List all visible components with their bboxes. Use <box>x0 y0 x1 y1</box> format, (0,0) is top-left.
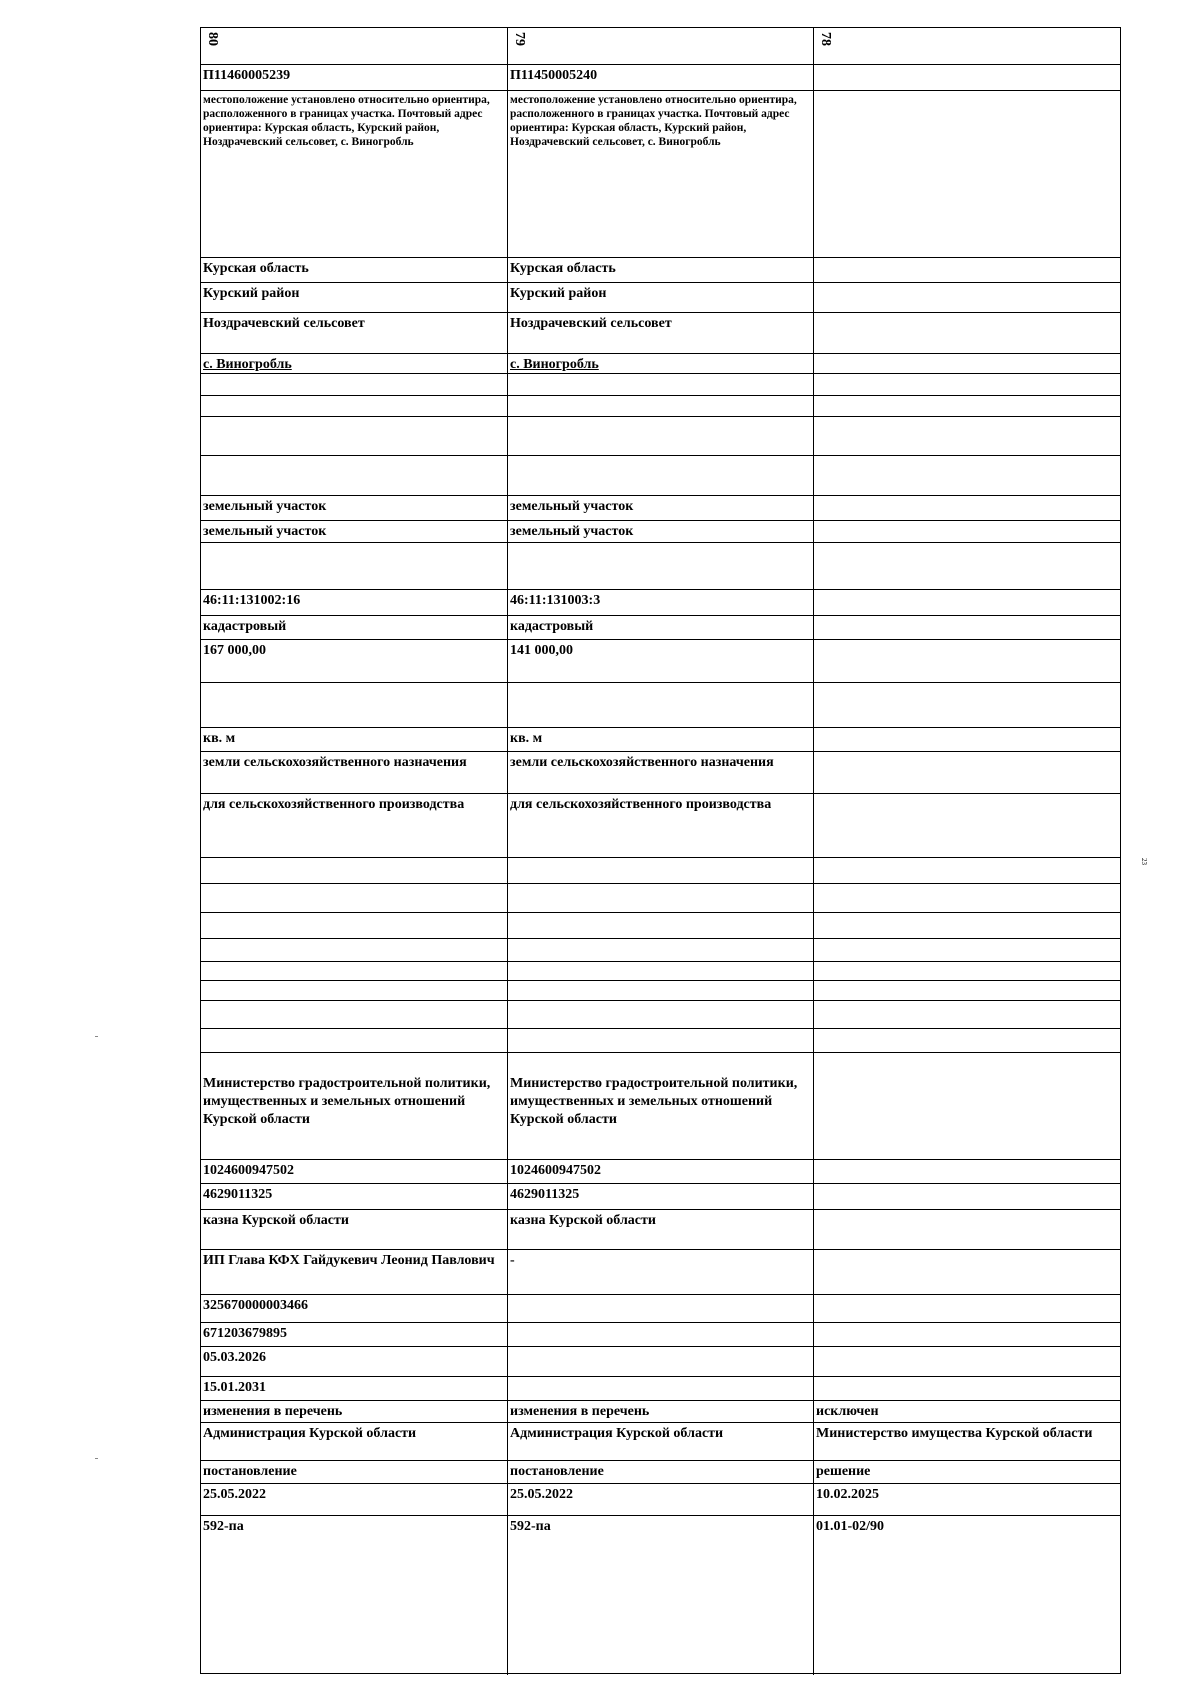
scan-mark <box>95 1458 98 1459</box>
action-value: изменения в перечень <box>203 1404 343 1419</box>
registry-id-value: П11460005239 <box>203 68 291 83</box>
land-category-value: земли сельскохозяйственного назначения <box>510 755 774 770</box>
table-row <box>201 543 1120 590</box>
owner-value: Министерство градостроительной политики, имущественных и земельных отношений Курской области <box>203 1076 491 1127</box>
table-cell <box>507 283 813 312</box>
table-cell <box>813 1053 1120 1159</box>
table-row <box>201 1001 1120 1029</box>
table-cell <box>201 752 507 793</box>
table-cell <box>507 683 813 727</box>
table-cell <box>813 65 1120 90</box>
table-row <box>201 981 1120 1001</box>
table-cell <box>201 1484 507 1515</box>
table-cell <box>507 1423 813 1460</box>
object-name-value: земельный участок <box>510 524 634 539</box>
table-cell <box>813 590 1120 615</box>
table-cell <box>813 640 1120 682</box>
table-cell <box>201 543 507 589</box>
table-cell <box>201 396 507 416</box>
table-cell <box>813 521 1120 542</box>
property-form-value: казна Курской области <box>203 1213 349 1228</box>
land-category-value: земли сельскохозяйственного назначения <box>203 755 467 770</box>
table-row <box>201 913 1120 939</box>
table-cell <box>813 683 1120 727</box>
table-cell <box>813 1295 1120 1322</box>
table-cell <box>507 913 813 938</box>
table-cell <box>507 728 813 751</box>
table-cell <box>813 374 1120 395</box>
table-cell <box>507 1029 813 1052</box>
table-row <box>201 1184 1120 1210</box>
table-cell <box>201 456 507 495</box>
table-cell <box>507 1347 813 1376</box>
table-cell <box>201 1347 507 1376</box>
table-cell <box>201 374 507 395</box>
table-row <box>201 683 1120 728</box>
table-row <box>201 962 1120 981</box>
doc-type-value: постановление <box>203 1464 297 1479</box>
table-cell <box>813 28 1120 64</box>
table-row <box>201 1516 1120 1675</box>
district-value: Курский район <box>510 286 607 301</box>
contract-start-value: 05.03.2026 <box>203 1350 266 1365</box>
table-cell <box>813 1184 1120 1209</box>
table-cell <box>507 794 813 857</box>
table-row <box>201 1210 1120 1250</box>
table-cell <box>813 1160 1120 1183</box>
table-cell <box>507 1295 813 1322</box>
table-row <box>201 91 1120 258</box>
table-cell <box>201 496 507 520</box>
table-cell <box>507 91 813 257</box>
table-cell <box>813 1461 1120 1483</box>
table-row <box>201 728 1120 752</box>
table-cell <box>201 728 507 751</box>
page-marker: 23 <box>1140 858 1148 865</box>
table-cell <box>507 1184 813 1209</box>
table-cell <box>813 1401 1120 1422</box>
table-cell <box>507 616 813 639</box>
district-value: Курский район <box>203 286 300 301</box>
area-value: 167 000,00 <box>203 643 266 658</box>
authority-value: Министерство имущества Курской области <box>816 1426 1093 1441</box>
action-value: исключен <box>816 1404 879 1419</box>
table-row <box>201 354 1120 374</box>
table-cell <box>507 1461 813 1483</box>
inn-value: 4629011325 <box>510 1187 580 1202</box>
table-cell <box>201 313 507 353</box>
table-cell <box>201 962 507 980</box>
table-cell <box>813 939 1120 961</box>
table-row <box>201 616 1120 640</box>
table-cell <box>813 981 1120 1000</box>
doc-type-value: постановление <box>510 1464 604 1479</box>
table-row <box>201 884 1120 913</box>
location-value: местоположение установлено относительно ориентира, расположенного в границах участка. Почтовый адрес ориентира: Курская область, Курский район, Ноздрачевский сельсовет, с. Виногробль <box>510 94 797 148</box>
table-row <box>201 1323 1120 1347</box>
table-row <box>201 1250 1120 1295</box>
table-cell <box>813 456 1120 495</box>
table-row <box>201 1461 1120 1484</box>
table-cell <box>813 962 1120 980</box>
number-value: 78 <box>818 32 833 46</box>
table-cell <box>507 354 813 373</box>
table-cell <box>813 616 1120 639</box>
table-cell <box>201 258 507 282</box>
table-row <box>201 1484 1120 1516</box>
table-cell <box>813 1323 1120 1346</box>
unit-value: кв. м <box>203 731 236 746</box>
table-row <box>201 1423 1120 1461</box>
locality-value: с. Виногробль <box>510 357 599 372</box>
table-cell <box>507 1484 813 1515</box>
table-cell <box>507 1516 813 1675</box>
table-cell <box>201 283 507 312</box>
object-type-value: земельный участок <box>510 499 634 514</box>
inn-value: 4629011325 <box>203 1187 273 1202</box>
cadastral-number-value: 46:11:131002:16 <box>203 593 301 608</box>
table-cell <box>201 683 507 727</box>
doc-type-value: решение <box>816 1464 871 1479</box>
table-row <box>201 640 1120 683</box>
doc-date-value: 10.02.2025 <box>816 1487 879 1502</box>
doc-number-value: 592-па <box>510 1519 551 1534</box>
table-cell <box>813 1001 1120 1028</box>
table-cell <box>813 258 1120 282</box>
table-row <box>201 1401 1120 1423</box>
table-cell <box>813 1516 1120 1675</box>
cadastral-number-value: 46:11:131003:3 <box>510 593 601 608</box>
table-row <box>201 65 1120 91</box>
table-cell <box>201 1029 507 1052</box>
table-cell <box>507 521 813 542</box>
table-cell <box>507 543 813 589</box>
property-form-value: казна Курской области <box>510 1213 656 1228</box>
registry-table <box>200 27 1121 1674</box>
table-cell <box>507 1323 813 1346</box>
doc-date-value: 25.05.2022 <box>510 1487 573 1502</box>
table-row <box>201 374 1120 396</box>
number-value: 80 <box>205 32 220 46</box>
table-cell <box>813 283 1120 312</box>
table-cell <box>201 981 507 1000</box>
table-cell <box>507 1001 813 1028</box>
table-cell <box>201 913 507 938</box>
registry-id-value: П11450005240 <box>510 68 598 83</box>
table-cell <box>813 858 1120 883</box>
authority-value: Администрация Курской области <box>510 1426 724 1441</box>
table-cell <box>201 590 507 615</box>
table-cell <box>507 962 813 980</box>
table-cell <box>813 884 1120 912</box>
table-row <box>201 794 1120 858</box>
table-cell <box>201 1423 507 1460</box>
table-cell <box>507 28 813 64</box>
table-row <box>201 939 1120 962</box>
scan-mark <box>95 1036 98 1037</box>
table-cell <box>813 496 1120 520</box>
table-row <box>201 28 1120 65</box>
table-cell <box>507 640 813 682</box>
table-row <box>201 396 1120 417</box>
table-cell <box>507 1377 813 1400</box>
contract-end-value: 15.01.2031 <box>203 1380 266 1395</box>
table-cell <box>201 1401 507 1422</box>
table-cell <box>813 794 1120 857</box>
table-row <box>201 1160 1120 1184</box>
unit-value: кв. м <box>510 731 543 746</box>
table-cell <box>507 313 813 353</box>
ogrn-value: 1024600947502 <box>510 1163 601 1178</box>
table-cell <box>201 1295 507 1322</box>
region-value: Курская область <box>510 261 616 276</box>
action-value: изменения в перечень <box>510 1404 650 1419</box>
authority-value: Администрация Курской области <box>203 1426 417 1441</box>
object-name-value: земельный участок <box>203 524 327 539</box>
table-cell <box>201 417 507 455</box>
table-cell <box>507 590 813 615</box>
table-cell <box>507 65 813 90</box>
table-row <box>201 1347 1120 1377</box>
table-cell <box>813 752 1120 793</box>
table-cell <box>813 1347 1120 1376</box>
table-cell <box>813 1029 1120 1052</box>
table-cell <box>201 1461 507 1483</box>
table-cell <box>507 1053 813 1159</box>
permitted-use-value: для сельскохозяйственного производства <box>203 797 465 812</box>
table-cell <box>201 1184 507 1209</box>
table-cell <box>201 354 507 373</box>
table-cell <box>201 1160 507 1183</box>
permitted-use-value: для сельскохозяйственного производства <box>510 797 772 812</box>
table-cell <box>507 858 813 883</box>
table-cell <box>201 91 507 257</box>
table-row <box>201 752 1120 794</box>
table-cell <box>813 728 1120 751</box>
table-cell <box>813 91 1120 257</box>
doc-date-value: 25.05.2022 <box>203 1487 266 1502</box>
table-row <box>201 496 1120 521</box>
table-cell <box>201 1001 507 1028</box>
table-row <box>201 1377 1120 1401</box>
table-cell <box>813 913 1120 938</box>
table-cell <box>201 1516 507 1675</box>
object-type-value: земельный участок <box>203 499 327 514</box>
region-value: Курская область <box>203 261 309 276</box>
table-cell <box>507 456 813 495</box>
number-type-value: кадастровый <box>510 619 594 634</box>
table-cell <box>201 1377 507 1400</box>
settlement-council-value: Ноздрачевский сельсовет <box>203 316 365 331</box>
table-cell <box>201 28 507 64</box>
table-cell <box>507 496 813 520</box>
table-cell <box>201 65 507 90</box>
table-cell <box>507 1250 813 1294</box>
table-row <box>201 858 1120 884</box>
table-cell <box>201 884 507 912</box>
table-cell <box>201 939 507 961</box>
table-row <box>201 1053 1120 1160</box>
table-cell <box>201 616 507 639</box>
table-row <box>201 1029 1120 1053</box>
ogrn-value: 1024600947502 <box>203 1163 294 1178</box>
table-cell <box>507 417 813 455</box>
table-cell <box>813 543 1120 589</box>
table-cell <box>813 1423 1120 1460</box>
table-cell <box>201 1053 507 1159</box>
table-cell <box>813 313 1120 353</box>
table-cell <box>201 640 507 682</box>
number-value: 79 <box>512 32 527 46</box>
table-cell <box>813 1250 1120 1294</box>
doc-number-value: 01.01-02/90 <box>816 1519 885 1534</box>
table-cell <box>813 1210 1120 1249</box>
table-cell <box>507 258 813 282</box>
table-row <box>201 521 1120 543</box>
table-cell <box>813 396 1120 416</box>
table-row <box>201 258 1120 283</box>
table-cell <box>813 1484 1120 1515</box>
tenant-inn-value: 671203679895 <box>203 1326 287 1341</box>
table-cell <box>201 1210 507 1249</box>
settlement-council-value: Ноздрачевский сельсовет <box>510 316 672 331</box>
area-value: 141 000,00 <box>510 643 573 658</box>
table-cell <box>201 858 507 883</box>
locality-value: с. Виногробль <box>203 357 292 372</box>
table-cell <box>201 794 507 857</box>
table-cell <box>507 981 813 1000</box>
table-cell <box>813 1377 1120 1400</box>
table-row <box>201 313 1120 354</box>
table-row <box>201 590 1120 616</box>
table-cell <box>201 1250 507 1294</box>
table-cell <box>507 1401 813 1422</box>
table-row <box>201 456 1120 496</box>
table-cell <box>201 1323 507 1346</box>
table-row <box>201 417 1120 456</box>
table-row <box>201 283 1120 313</box>
table-cell <box>507 939 813 961</box>
table-cell <box>507 1210 813 1249</box>
table-cell <box>507 396 813 416</box>
number-type-value: кадастровый <box>203 619 287 634</box>
table-cell <box>507 884 813 912</box>
table-cell <box>201 521 507 542</box>
tenant-value: ИП Глава КФХ Гайдукевич Леонид Павлович <box>203 1253 495 1268</box>
tenant-ogrnip-value: 325670000003466 <box>203 1298 308 1313</box>
table-cell <box>813 417 1120 455</box>
doc-number-value: 592-па <box>203 1519 244 1534</box>
owner-value: Министерство градостроительной политики, имущественных и земельных отношений Курской области <box>510 1076 798 1127</box>
table-cell <box>507 1160 813 1183</box>
table-cell <box>507 374 813 395</box>
location-value: местоположение установлено относительно ориентира, расположенного в границах участка. Почтовый адрес ориентира: Курская область, Курский район, Ноздрачевский сельсовет, с. Виногробль <box>203 94 490 148</box>
tenant-value: - <box>510 1253 515 1268</box>
table-row <box>201 1295 1120 1323</box>
table-cell <box>507 752 813 793</box>
table-cell <box>813 354 1120 373</box>
